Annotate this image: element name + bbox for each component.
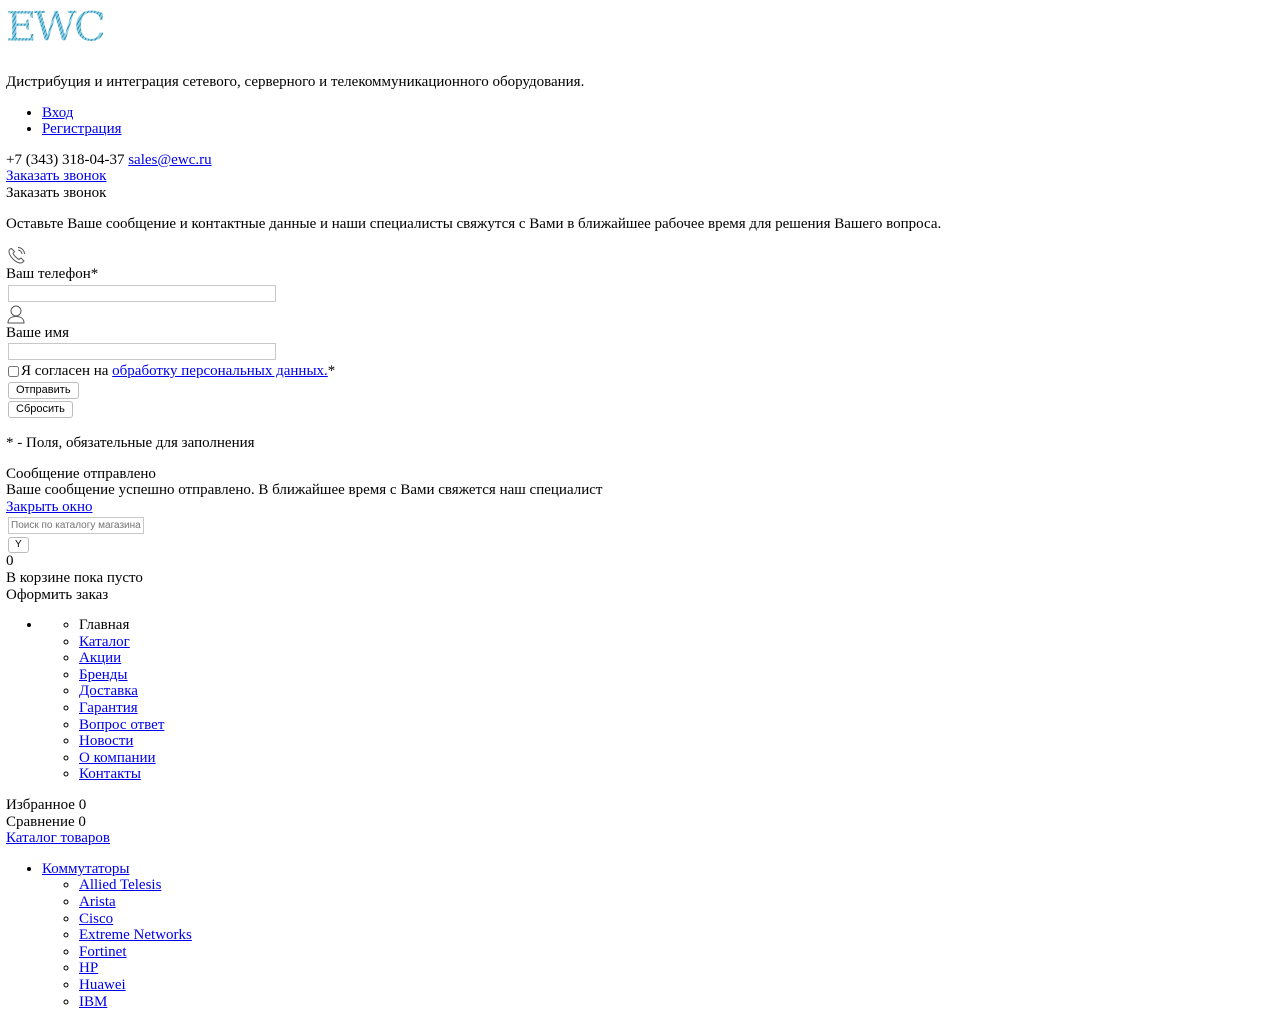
main-nav bbox=[6, 617, 1280, 783]
callback-title: Заказать звонок bbox=[6, 184, 107, 201]
name-input[interactable] bbox=[8, 343, 276, 360]
phone-input[interactable] bbox=[8, 285, 276, 302]
brand-item bbox=[79, 894, 1280, 911]
nav-link-contacts[interactable]: Контакты bbox=[79, 766, 141, 783]
brand-item bbox=[79, 927, 1280, 944]
brand-link[interactable]: Fortinet bbox=[79, 943, 127, 960]
callback-description: Оставьте Ваше сообщение и контактные данные и наши специалисты свяжутся с Вами в ближайшее рабочее время для решения Вашего вопроса. bbox=[6, 215, 942, 232]
nav-item bbox=[79, 766, 164, 783]
logo-text: EWC bbox=[6, 3, 103, 50]
brand-item bbox=[79, 944, 1280, 961]
phone-icon bbox=[6, 246, 28, 266]
main-nav-list bbox=[42, 617, 164, 783]
sent-title: Сообщение отправлено bbox=[6, 465, 156, 482]
nav-item bbox=[79, 750, 164, 767]
auth-item-register bbox=[42, 121, 1280, 138]
brand-link[interactable]: Extreme Networks bbox=[79, 927, 192, 944]
sent-text: Ваше сообщение успешно отправлено. В ближайшее время с Вами свяжется наш специалист bbox=[6, 482, 603, 499]
nav-item bbox=[79, 733, 164, 750]
nav-link-catalog[interactable]: Каталог bbox=[79, 633, 130, 650]
main-nav-wrapper bbox=[42, 617, 1280, 783]
nav-link-news[interactable]: Новости bbox=[79, 733, 134, 750]
required-note: * - Поля, обязательные для заполнения bbox=[6, 434, 255, 451]
brand-item bbox=[79, 977, 1280, 994]
email-link[interactable]: sales@ewc.ru bbox=[128, 151, 212, 168]
nav-link-faq[interactable]: Вопрос ответ bbox=[79, 716, 165, 733]
login-link[interactable]: Вход bbox=[42, 104, 74, 121]
nav-item bbox=[79, 683, 164, 700]
brand-link[interactable]: Allied Telesis bbox=[79, 877, 162, 894]
catalog-link[interactable]: Каталог товаров bbox=[6, 830, 110, 847]
callback-link[interactable]: Заказать звонок bbox=[6, 168, 107, 185]
category-link-switches[interactable]: Коммутаторы bbox=[42, 860, 130, 877]
nav-item bbox=[79, 650, 164, 667]
phone-number: +7 (343) 318-04-37 bbox=[6, 151, 125, 168]
agree-row bbox=[6, 363, 1280, 380]
brand-item bbox=[79, 960, 1280, 977]
tagline: Дистрибуция и интеграция сетевого, серверного и телекоммуникационного оборудования. bbox=[6, 74, 585, 90]
search-button[interactable]: Y bbox=[8, 537, 29, 553]
nav-item bbox=[79, 700, 164, 717]
agree-text: Я согласен на bbox=[21, 363, 109, 380]
favorites-counter[interactable]: Избранное 0 bbox=[6, 797, 87, 814]
checkout-label[interactable]: Оформить заказ bbox=[6, 586, 109, 603]
nav-link-about[interactable]: О компании bbox=[79, 749, 156, 766]
catalog-menu bbox=[6, 861, 1280, 1010]
nav-item bbox=[79, 717, 164, 734]
brand-item bbox=[79, 877, 1280, 894]
brand-item bbox=[79, 911, 1280, 928]
brand-link[interactable]: HP bbox=[79, 960, 99, 977]
name-label: Ваше имя bbox=[6, 324, 70, 341]
search-input[interactable] bbox=[8, 517, 144, 534]
nav-item bbox=[79, 667, 164, 684]
logo[interactable] bbox=[6, 3, 1280, 50]
cart-empty-text: В корзине пока пусто bbox=[6, 569, 143, 586]
register-link[interactable]: Регистрация bbox=[42, 121, 122, 138]
auth-menu bbox=[6, 105, 1280, 138]
submit-button[interactable]: Отправить bbox=[8, 382, 79, 399]
brand-link[interactable]: Huawei bbox=[79, 976, 126, 993]
close-window-link[interactable]: Закрыть окно bbox=[6, 498, 93, 515]
agree-checkbox[interactable] bbox=[8, 366, 19, 377]
compare-counter[interactable]: Сравнение 0 bbox=[6, 813, 86, 830]
brand-link[interactable]: IBM bbox=[79, 993, 108, 1010]
reset-button[interactable]: Сбросить bbox=[8, 401, 73, 418]
catalog-category bbox=[42, 861, 1280, 1010]
brand-list bbox=[42, 877, 1280, 1010]
nav-item bbox=[79, 634, 164, 651]
nav-link-delivery[interactable]: Доставка bbox=[79, 683, 138, 700]
brand-link[interactable]: Cisco bbox=[79, 910, 114, 927]
cart-count: 0 bbox=[6, 553, 14, 570]
agree-star: * bbox=[327, 363, 336, 380]
user-icon bbox=[6, 304, 28, 325]
nav-item-home: ◦ • Главная bbox=[79, 617, 164, 634]
brand-link[interactable]: Arista bbox=[79, 894, 116, 910]
auth-item-login bbox=[42, 105, 1280, 122]
nav-link-warranty[interactable]: Гарантия bbox=[79, 700, 138, 717]
contact-line bbox=[6, 152, 1280, 169]
brand-item bbox=[79, 994, 1280, 1011]
personal-data-link[interactable]: обработку персональных данных. bbox=[112, 363, 328, 380]
nav-link-sales[interactable]: Акции bbox=[79, 650, 122, 667]
phone-label: Ваш телефон* bbox=[6, 266, 99, 283]
nav-link-brands[interactable]: Бренды bbox=[79, 666, 128, 683]
